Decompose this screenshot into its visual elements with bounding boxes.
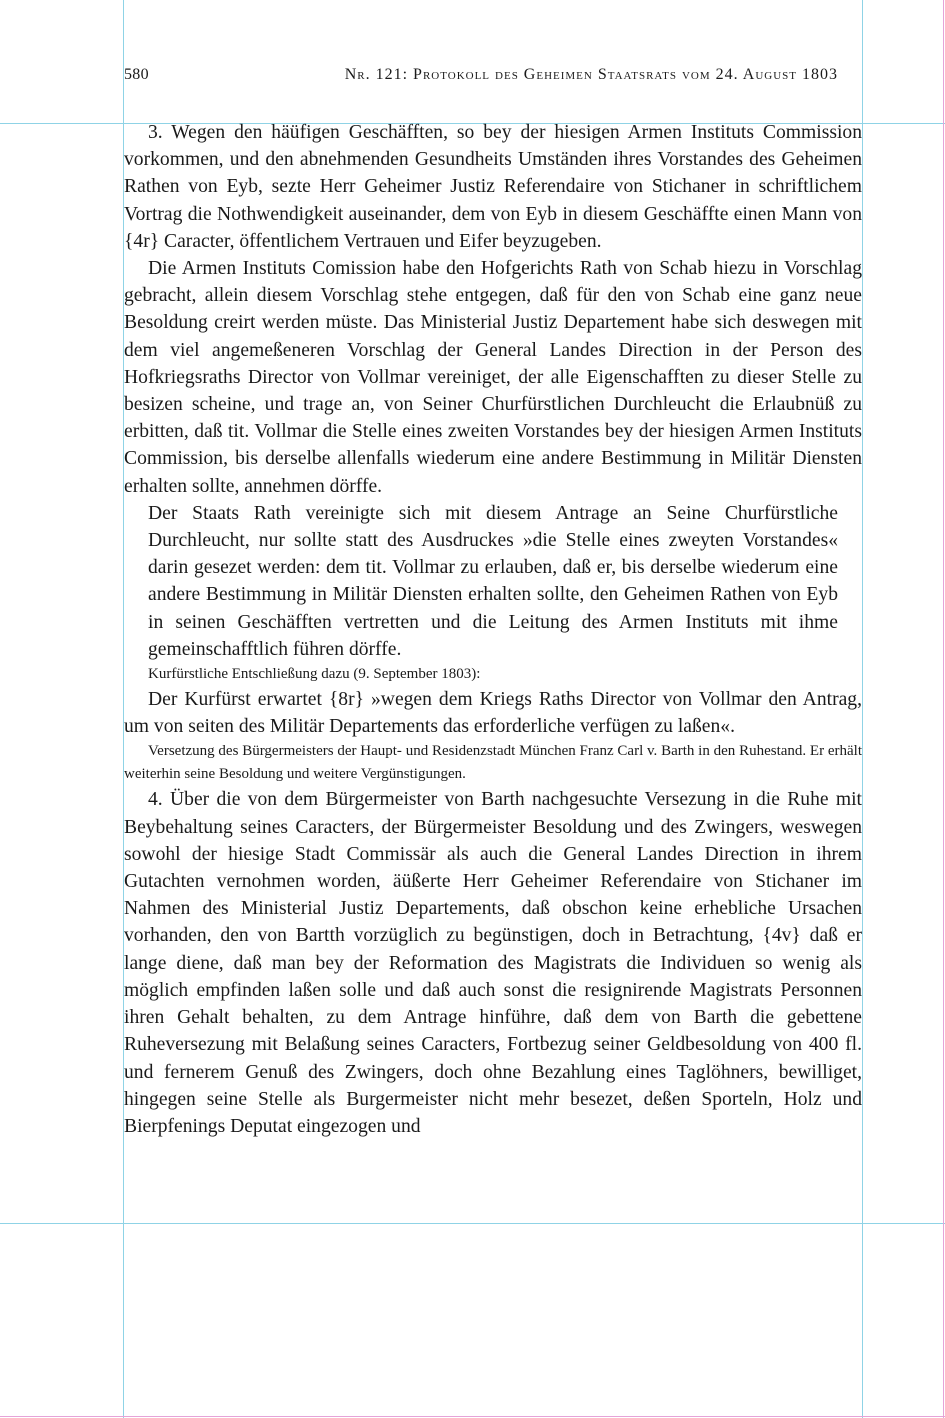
page-right-trim-guide — [943, 0, 944, 1418]
paragraph-kurfuerst-resolution: Der Kurfürst erwartet {8r} »wegen dem Kriegs Raths Director von Vollmar den Antrag, um von seiten des Militär Departements das erforderliche verfügen zu laßen«. — [124, 689, 862, 738]
paragraph-commission-proposal: Die Armen Instituts Comission habe den Hofgerichts Rath von Schab hiezu in Vorschlag gebracht, allein diesem Vorschlag stehe entgegen, daß für den von Schab eine ganz neue Besoldung creirt werden müste. Das Ministerial Justiz Departement habe sich deswegen mit dem viel angemeßeneren Vorschlag der General Landes Direction in der Person des Hofkriegsraths Director von Vollmar vereiniget, der alle Eigenschafften zu dieser Stelle zu besizen scheine, und trage an, von Seiner Churfürstlichen Durchleucht die Erlaubnüß zu erbitten, daß tit. Vollmar die Stelle eines zweiten Vorstandes bey der hiesigen Armen Instituts Commission, bis derselbe allenfalls wiederum eine andere Bestimmung in Militär Diensten erhalten sollte, annehmen dörffe. — [124, 258, 862, 497]
note-summary-barth: Versetzung des Bürgermeisters der Haupt- und Residenzstadt München Franz Carl v. Barth in den Ruhestand. Er erhält weiterhin seine Besoldung und weitere Vergünstigungen. — [124, 743, 862, 783]
bottom-margin-guide — [0, 1223, 945, 1224]
running-title: Nr. 121: Protokoll des Geheimen Staatsrats vom 24. August 1803 — [344, 66, 838, 83]
body-text — [124, 119, 862, 1140]
paragraph-item-3: 3. Wegen den häüfigen Geschäfften, so bey der hiesigen Armen Instituts Commission vorkommen, und den abnehmenden Gesundheits Umständen ihres Vorstandes des Geheimen Rathen von Eyb, sezte Herr Geheimer Justiz Referendaire von Stichaner in schriftlichem Vortrag die Nothwendigkeit auseinander, dem von Eyb in diesem Geschäffte einen Mann von {4r} Caracter, öffentlichem Vertrauen und Eifer beyzugeben. — [124, 122, 862, 252]
paragraph-item-4: 4. Über die von dem Bürgermeister von Barth nachgesuchte Versezung in die Ruhe mit Beybehaltung seines Caracters, der Bürgermeister Besoldung und des Zwingers, weswegen sowohl der hiesige Stadt Commissär als auch die General Landes Direction in ihrem Gutachten vernohmen worden, äüßerte Herr Geheimer Referendaire von Stichaner im Nahmen des Ministerial Justiz Departements, daß obschon keine erhebliche Ursachen vorhanden, den von Bartth vorzüglich zu begünstigen, doch in Betrachtung, {4v} daß er lange diene, daß man bey der Reformation des Magistrats die Individuen so wenig als möglich empfinden laßen solle und daß auch sonst die resignirende Magistrats Personnen ihren Gehalt behalten, zu dem Antrage hinführe, daß dem von Barth die gebettene Ruheversezung mit Belaßung seines Caracters, Fortbezug seiner Geldbesoldung von 400 fl. und fernerem Genuß des Zwingers, doch ohne Bezahlung eines Taglöhners, bewilliget, hingegen seine Stelle als Burgermeister nicht mehr besezet, deßen Sporteln, Holz und Bierpfenings Deputat eingezogen und — [124, 789, 862, 1137]
page-number: 580 — [124, 66, 149, 83]
right-margin-guide — [862, 0, 863, 1418]
note-resolution-heading: Kurfürstliche Entschließung dazu (9. September 1803): — [148, 666, 481, 683]
page-bottom-trim-guide — [0, 1416, 945, 1417]
paragraph-staatsrat-decision: Der Staats Rath vereinigte sich mit diesem Antrage an Seine Churfürstliche Durchleucht, nur sollte statt des Ausdruckes »die Stelle eines zweyten Vorstandes« darin gesezet werden: dem tit. Vollmar zu erlauben, daß er, bis derselbe wiederum eine andere Bestimmung in Militär Diensten erhalten sollte, den Geheimen Rathen von Eyb in seinen Geschäfften vertretten und die Leitung des Armen Instituts mit ihme gemeinschafftlich führen dörffe. — [148, 502, 838, 660]
page-header — [124, 66, 838, 92]
